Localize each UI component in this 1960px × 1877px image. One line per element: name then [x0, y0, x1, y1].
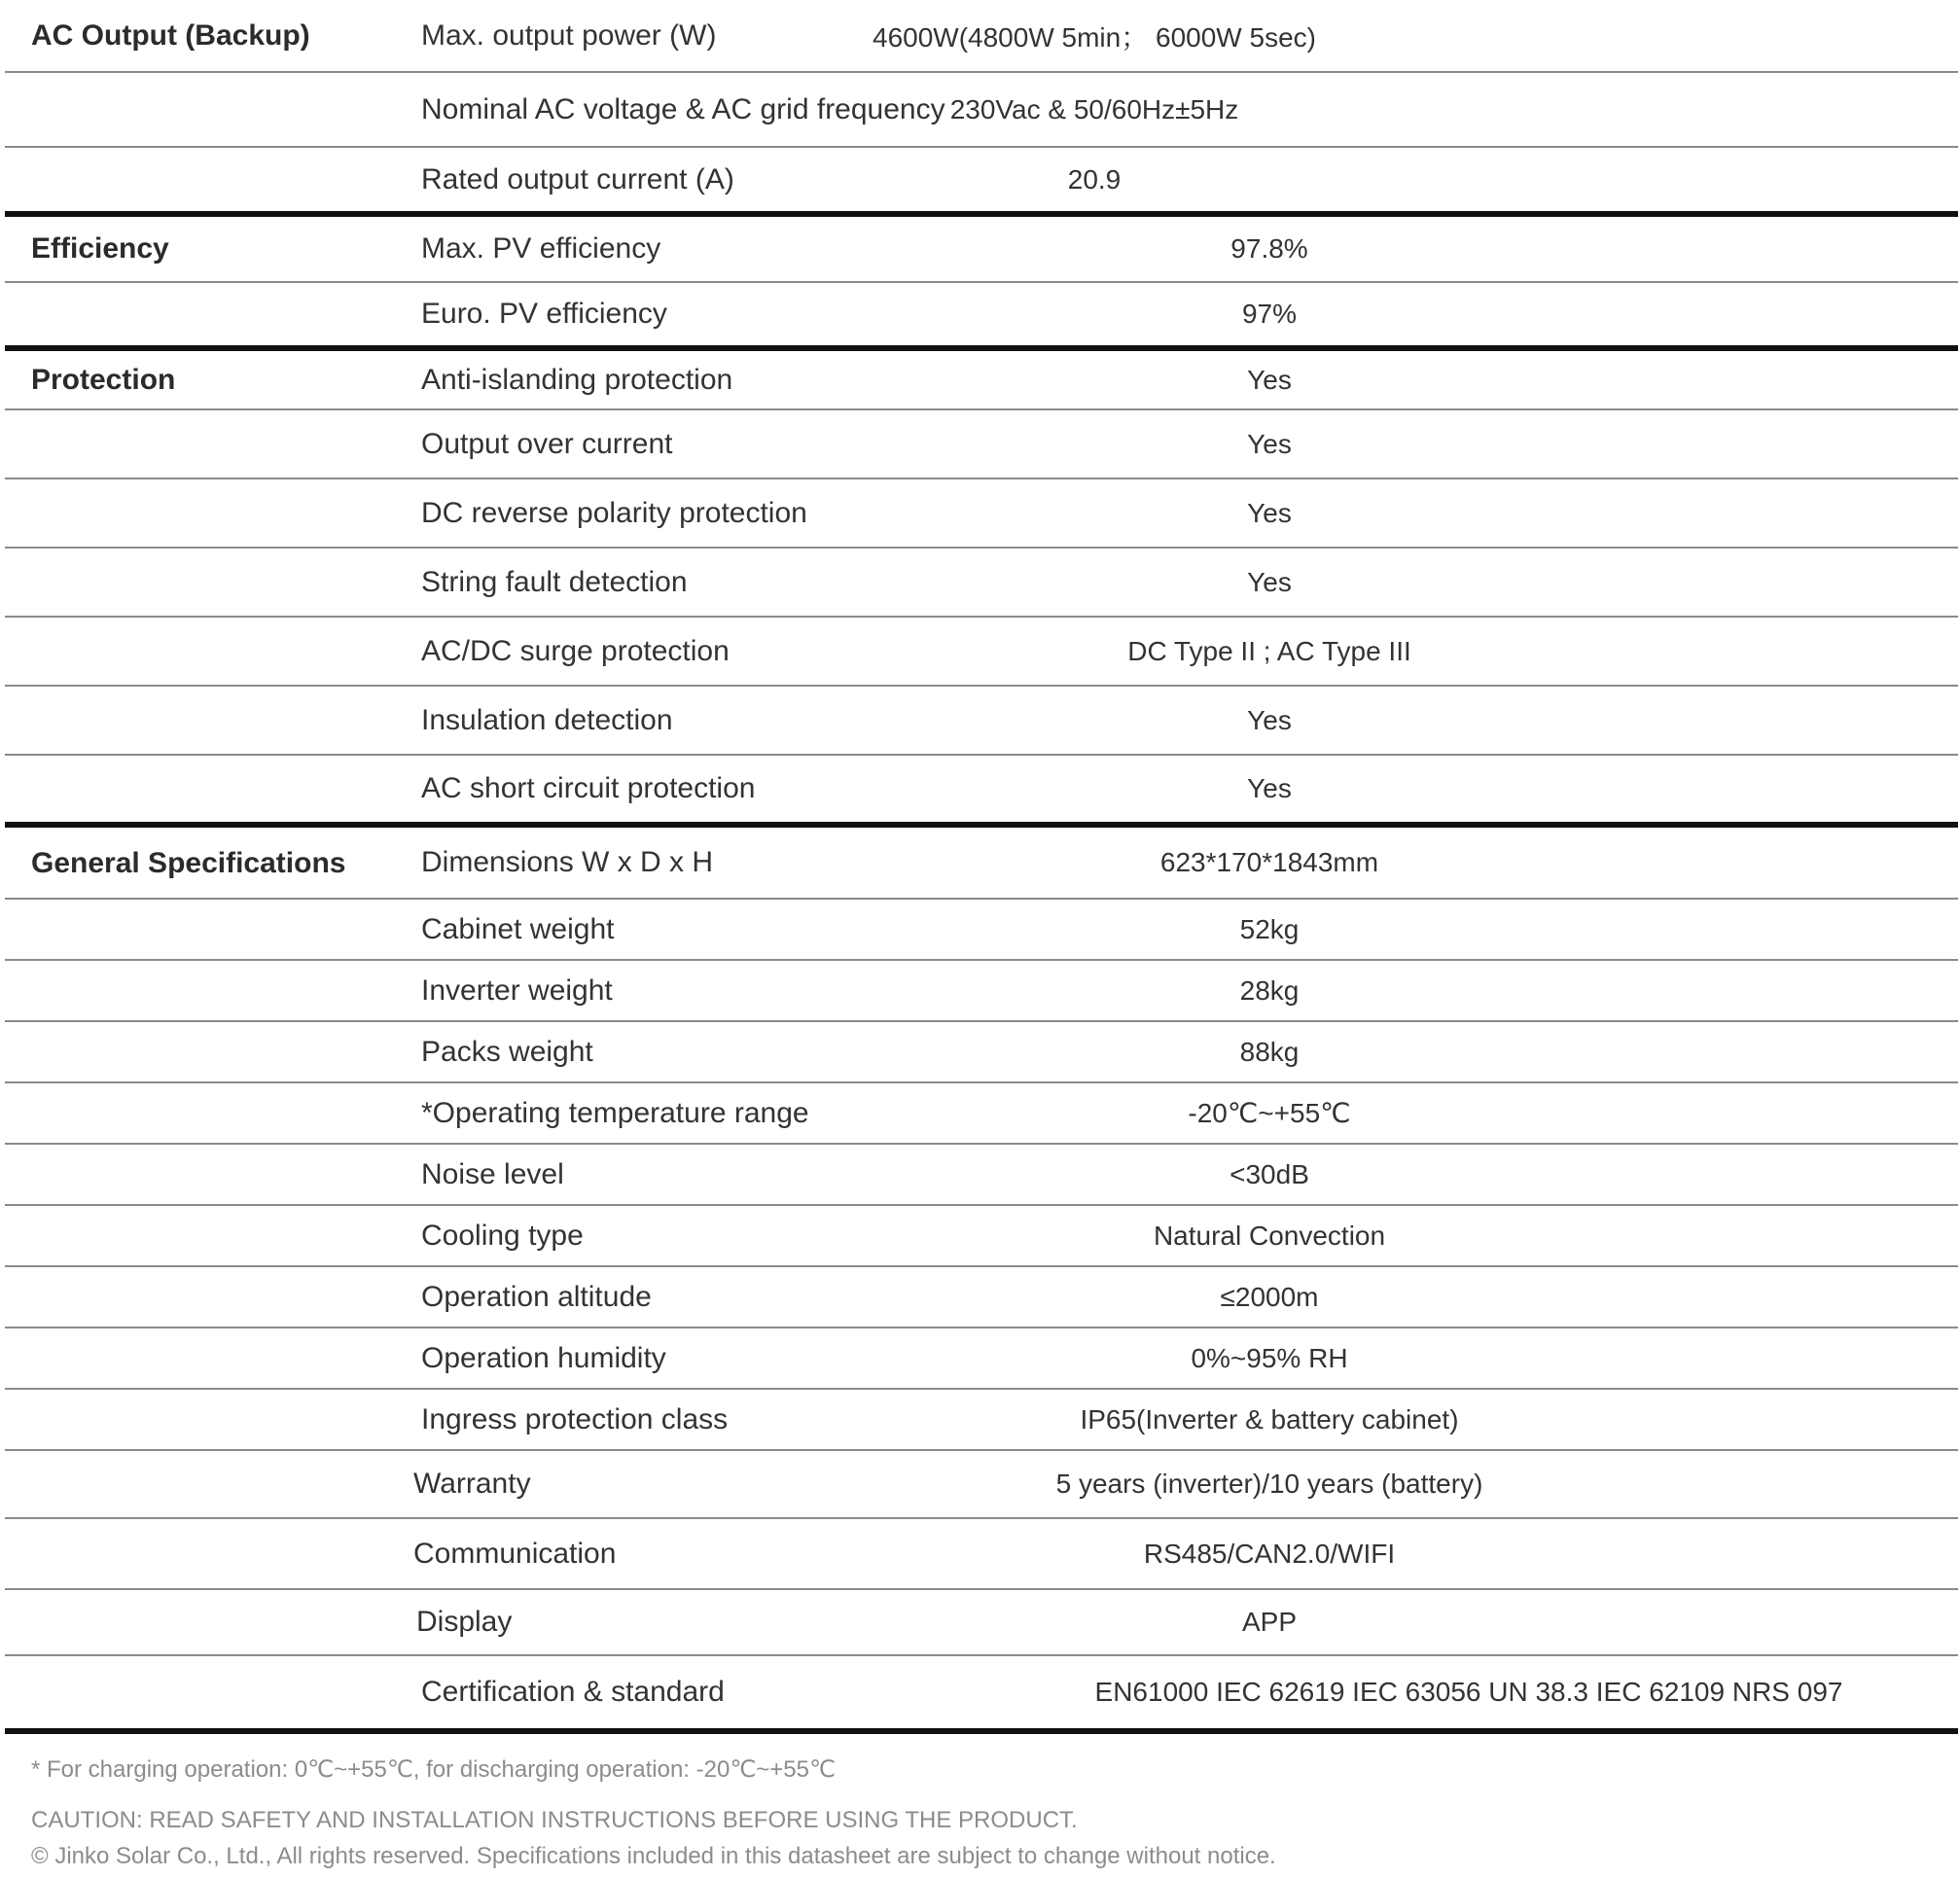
- param-label: Nominal AC voltage & AC grid frequency: [421, 92, 945, 125]
- param-label: Noise level: [421, 1157, 564, 1190]
- table-row: [5, 756, 1958, 828]
- param-label: *Operating temperature range: [421, 1096, 809, 1129]
- copyright-notice: © Jinko Solar Co., Ltd., All rights reserved. Specifications included in this datasheet are subject to change without notice.: [31, 1843, 1276, 1869]
- param-value: 97%: [1241, 299, 1298, 329]
- table-row: [5, 148, 1958, 217]
- param-label: Operation humidity: [421, 1341, 666, 1374]
- param-value: 4600W(4800W 5min； 6000W 5sec): [873, 21, 1316, 53]
- param-value: IP65(Inverter & battery cabinet): [1080, 1403, 1459, 1434]
- table-row: [5, 1083, 1958, 1145]
- table-row: [5, 1451, 1958, 1519]
- table-row: [5, 961, 1958, 1022]
- table-row: [5, 0, 1958, 73]
- param-label: Display: [416, 1606, 513, 1638]
- param-value: Yes: [1247, 428, 1292, 459]
- param-value: RS485/CAN2.0/WIFI: [1143, 1538, 1396, 1569]
- param-label: Max. output power (W): [421, 18, 717, 52]
- table-row: [5, 1145, 1958, 1206]
- param-value: 20.9: [1067, 163, 1122, 195]
- param-label: Certification & standard: [421, 1676, 725, 1708]
- param-value: APP: [1241, 1607, 1298, 1637]
- caution-notice: CAUTION: READ SAFETY AND INSTALLATION INSTRUCTIONS BEFORE USING THE PRODUCT.: [31, 1807, 1078, 1833]
- param-label: Insulation detection: [421, 703, 673, 736]
- param-label: Dimensions W x D x H: [421, 846, 714, 878]
- param-label: Rated output current (A): [421, 162, 734, 195]
- table-row: [5, 73, 1958, 148]
- param-label: Communication: [413, 1537, 617, 1570]
- table-row: [5, 1590, 1958, 1656]
- param-value: 0%~95% RH: [1191, 1342, 1348, 1373]
- temperature-footnote: * For charging operation: 0℃~+55℃, for discharging operation: -20℃~+55℃: [31, 1756, 836, 1783]
- table-row: [5, 217, 1958, 283]
- table-row: [5, 618, 1958, 687]
- param-label: Operation altitude: [421, 1280, 652, 1313]
- param-value: Yes: [1247, 364, 1292, 395]
- section-title-ac-output: AC Output (Backup): [31, 18, 310, 52]
- param-label: String fault detection: [421, 565, 688, 598]
- section-title-general-specifications: General Specifications: [31, 847, 346, 879]
- param-label: Euro. PV efficiency: [421, 298, 667, 330]
- param-value: EN61000 IEC 62619 IEC 63056 UN 38.3 IEC 62109 NRS 097: [1094, 1677, 1843, 1707]
- param-value: 52kg: [1239, 913, 1300, 944]
- table-row: [5, 1390, 1958, 1451]
- table-row: [5, 900, 1958, 961]
- table-row: [5, 1206, 1958, 1267]
- param-label: Cooling type: [421, 1219, 584, 1252]
- param-label: Warranty: [413, 1468, 531, 1500]
- param-value: -20℃~+55℃: [1188, 1098, 1351, 1128]
- param-label: Inverter weight: [421, 974, 613, 1007]
- param-value: 28kg: [1239, 974, 1300, 1006]
- param-value: Yes: [1247, 704, 1292, 735]
- param-label: Max. PV efficiency: [421, 232, 661, 265]
- param-value: DC Type II ; AC Type III: [1127, 635, 1411, 666]
- param-value: 88kg: [1239, 1036, 1300, 1067]
- param-value: 623*170*1843mm: [1159, 847, 1379, 877]
- param-value: ≤2000m: [1220, 1281, 1319, 1312]
- section-title-efficiency: Efficiency: [31, 232, 169, 265]
- table-row: [5, 283, 1958, 351]
- param-label: Cabinet weight: [421, 912, 615, 945]
- table-row: [5, 1328, 1958, 1390]
- param-label: AC/DC surge protection: [421, 634, 730, 667]
- table-row: [5, 410, 1958, 479]
- param-value: Yes: [1247, 566, 1292, 597]
- table-row: [5, 1656, 1958, 1734]
- param-label: AC short circuit protection: [421, 772, 756, 804]
- param-value: 5 years (inverter)/10 years (battery): [1055, 1469, 1483, 1499]
- param-value: Yes: [1247, 773, 1292, 803]
- param-value: Natural Convection: [1153, 1220, 1386, 1251]
- param-label: Ingress protection class: [421, 1402, 729, 1435]
- param-value: 230Vac & 50/60Hz±5Hz: [949, 93, 1239, 124]
- section-title-protection: Protection: [31, 363, 176, 396]
- table-row: [5, 687, 1958, 756]
- table-row: [5, 1519, 1958, 1590]
- table-row: [5, 1022, 1958, 1083]
- param-value: <30dB: [1229, 1158, 1309, 1189]
- param-value: 97.8%: [1230, 233, 1308, 264]
- table-row: [5, 549, 1958, 618]
- table-row: [5, 1267, 1958, 1328]
- param-label: Output over current: [421, 427, 673, 460]
- param-label: Packs weight: [421, 1035, 593, 1068]
- table-row: [5, 479, 1958, 549]
- param-value: Yes: [1247, 497, 1292, 528]
- param-label: DC reverse polarity protection: [421, 496, 807, 529]
- table-row: [5, 351, 1958, 410]
- table-row: [5, 828, 1958, 900]
- param-label: Anti-islanding protection: [421, 363, 733, 396]
